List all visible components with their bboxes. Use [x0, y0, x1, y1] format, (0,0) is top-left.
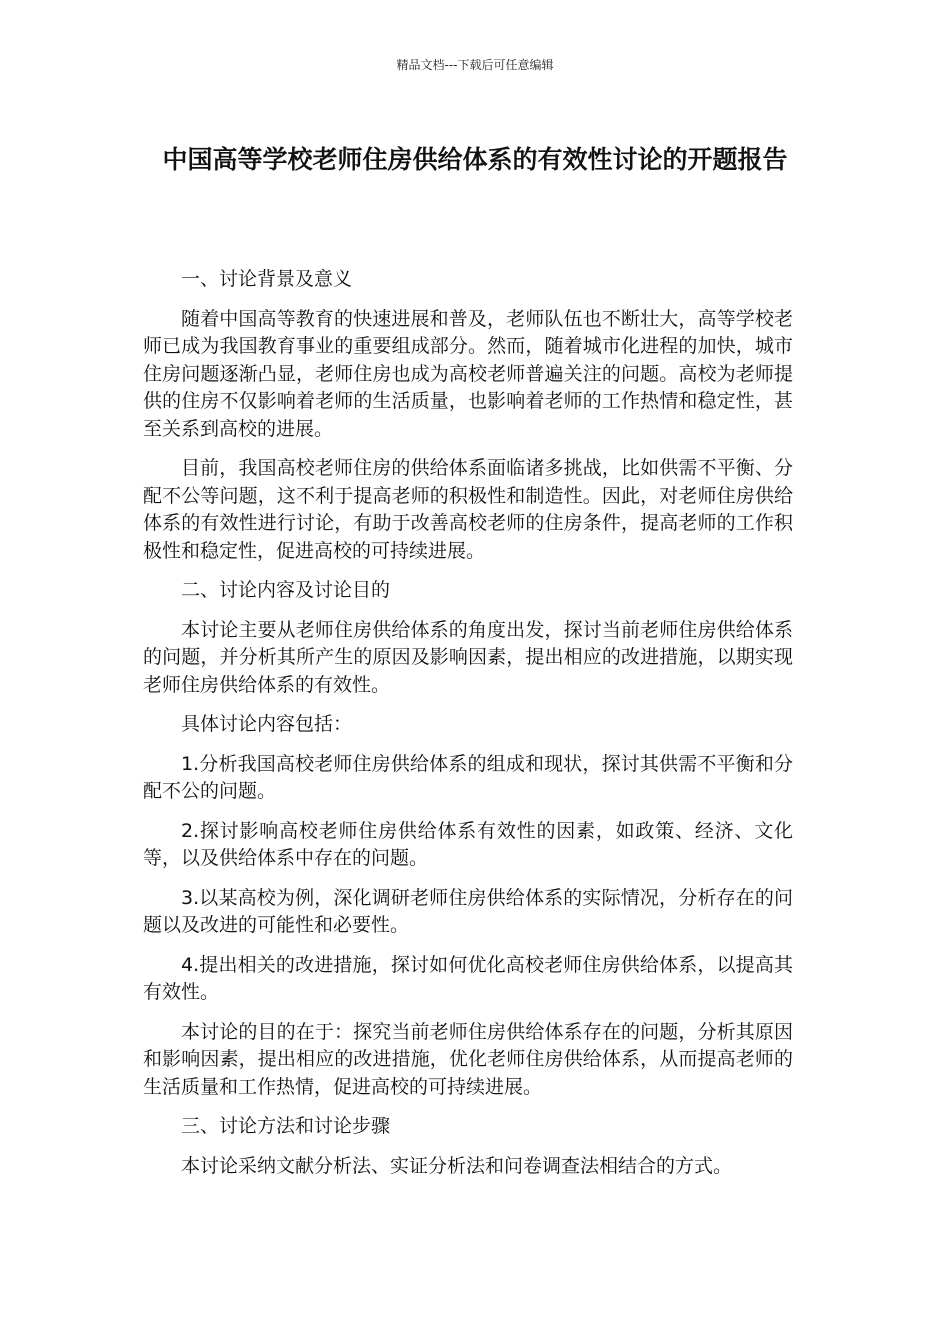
section-heading-1: 一、讨论背景及意义 — [181, 268, 353, 290]
section-heading-2: 二、讨论内容及讨论目的 — [181, 579, 391, 601]
section-heading-3: 三、讨论方法和讨论步骤 — [181, 1115, 391, 1137]
document-body — [143, 266, 793, 1192]
paragraph-content-intro: 本讨论主要从老师住房供给体系的角度出发，探讨当前老师住房供给体系的问题，并分析其所产生的原因及影响因素，提出相应的改进措施，以期实现老师住房供给体系的有效性。 — [143, 618, 793, 696]
list-item-2: 2.探讨影响高校老师住房供给体系有效性的因素，如政策、经济、文化等，以及供给体系中存在的问题。 — [143, 819, 793, 869]
paragraph-methods: 本讨论采纳文献分析法、实证分析法和问卷调查法相结合的方式。 — [181, 1154, 733, 1177]
page-header: 精品文档---下载后可任意编辑 — [396, 58, 554, 72]
paragraph-purpose: 本讨论的目的在于：探究当前老师住房供给体系存在的问题，分析其原因和影响因素，提出相应的改进措施，优化老师住房供给体系，从而提高老师的生活质量和工作热情，促进高校的可持续进展。 — [143, 1020, 793, 1098]
paragraph-background-1: 随着中国高等教育的快速进展和普及，老师队伍也不断壮大，高等学校老师已成为我国教育事业的重要组成部分。然而，随着城市化进程的加快，城市住房问题逐渐凸显，老师住房也成为高校老师普遍关注的问题。高校为老师提供的住房不仅影响着老师的生活质量，也影响着老师的工作热情和稳定性，甚至关系到高校的进展。 — [143, 307, 793, 440]
list-item-4: 4.提出相关的改进措施，探讨如何优化高校老师住房供给体系，以提高其有效性。 — [143, 953, 793, 1003]
paragraph-content-list-lead: 具体讨论内容包括： — [181, 713, 353, 735]
list-item-1: 1.分析我国高校老师住房供给体系的组成和现状，探讨其供需不平衡和分配不公的问题。 — [143, 752, 793, 802]
list-item-3: 3.以某高校为例，深化调研老师住房供给体系的实际情况，分析存在的问题以及改进的可能性和必要性。 — [143, 886, 793, 936]
document-title: 中国高等学校老师住房供给体系的有效性讨论的开题报告 — [162, 145, 788, 174]
paragraph-background-2: 目前，我国高校老师住房的供给体系面临诸多挑战，比如供需不平衡、分配不公等问题，这不利于提高老师的积极性和制造性。因此，对老师住房供给体系的有效性进行讨论，有助于改善高校老师的住房条件，提高老师的工作积极性和稳定性，促进高校的可持续进展。 — [143, 457, 793, 562]
